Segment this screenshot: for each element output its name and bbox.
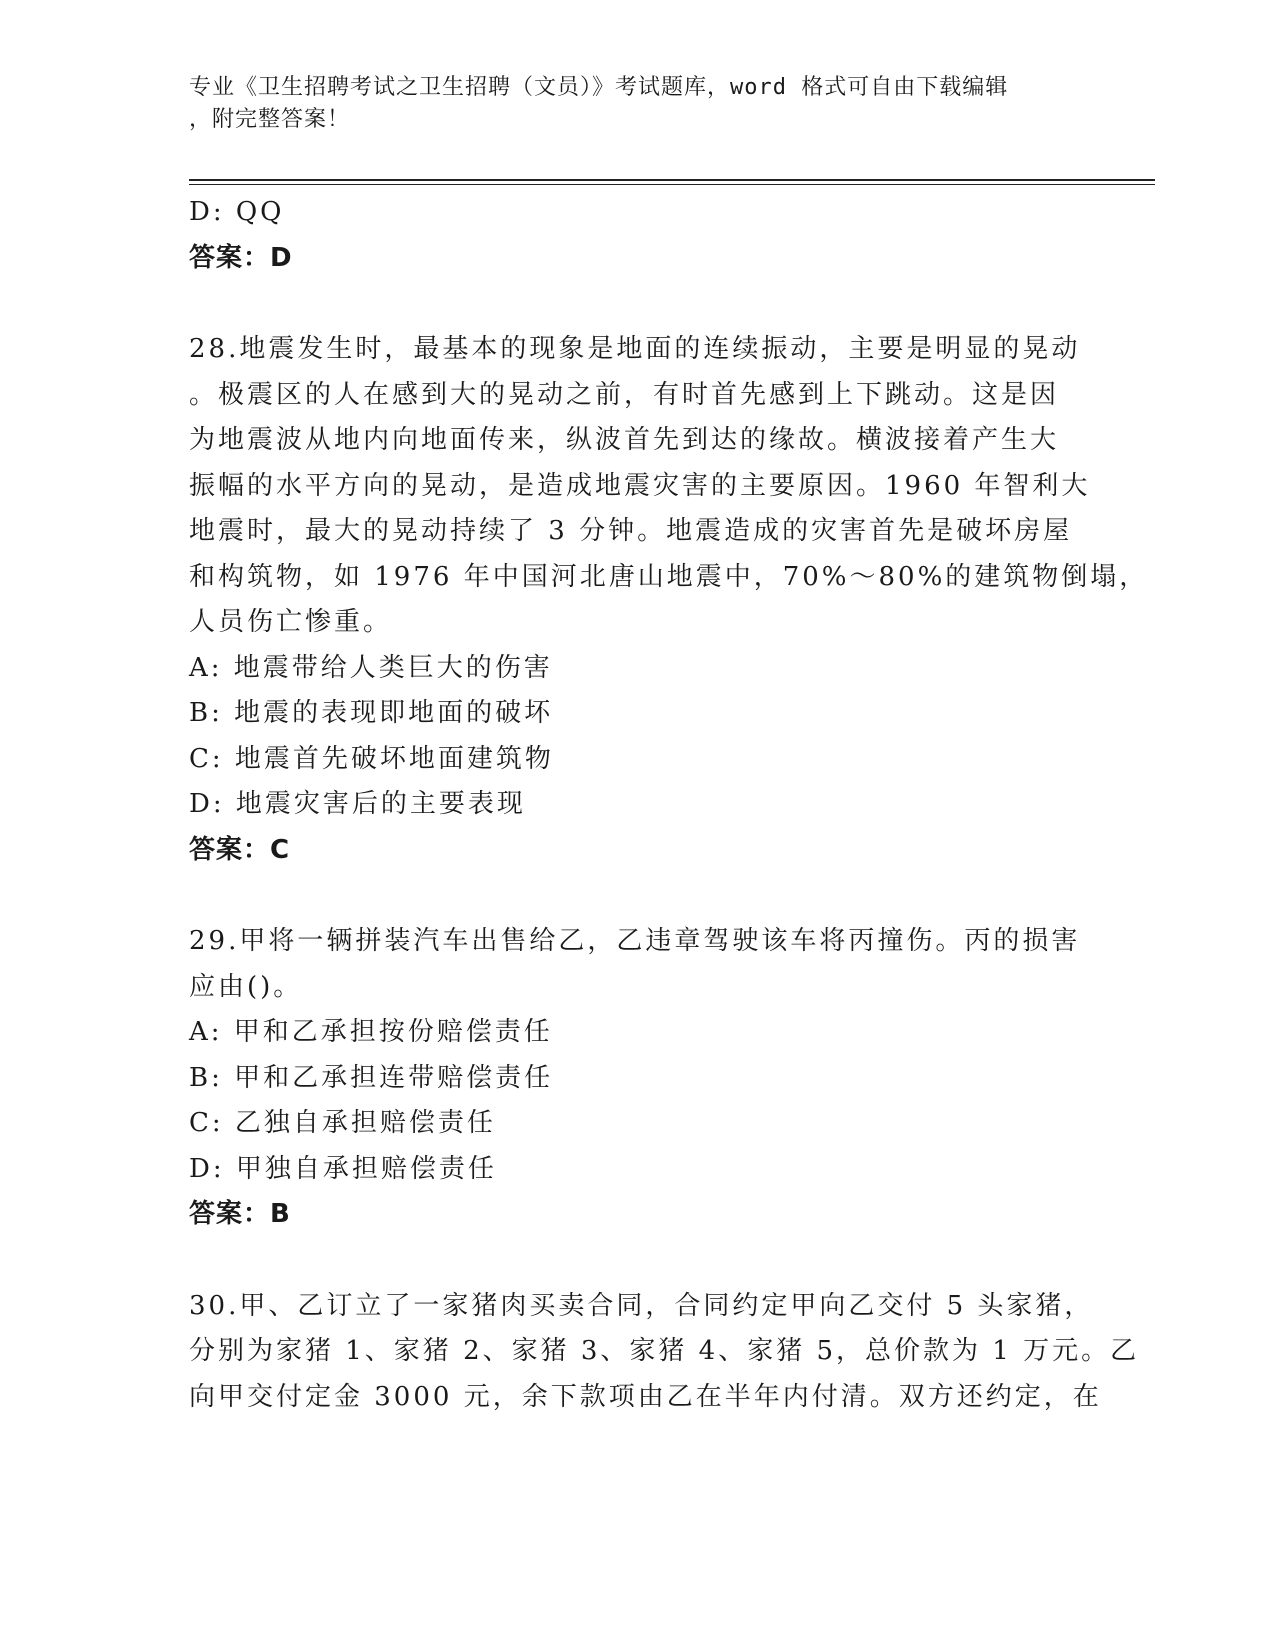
document-body xyxy=(189,190,1149,1420)
question-text-line: 地震时，最大的晃动持续了 3 分钟。地震造成的灾害首先是破坏房屋 xyxy=(189,516,1073,546)
answer: 答案：B xyxy=(189,1199,291,1229)
header-line-1: 专业《卫生招聘考试之卫生招聘（文员）》考试题库，word 格式可自由下载编辑 xyxy=(189,75,1009,100)
question-text-line: 30.甲、乙订立了一家猪肉买卖合同，合同约定甲向乙交付 5 头家猪， xyxy=(189,1290,1094,1321)
header-line-2: ，附完整答案！ xyxy=(189,107,351,132)
option-a: A: 地震带给人类巨大的伤害 xyxy=(189,652,553,683)
option-c: C: 乙独自承担赔偿责任 xyxy=(189,1108,496,1138)
option-b: B: 地震的表现即地面的破坏 xyxy=(189,698,554,728)
question-text-line: 和构筑物，如 1976 年中国河北唐山地震中，70%～80%的建筑物倒塌， xyxy=(189,561,1149,592)
header-rule-thick xyxy=(189,179,1155,181)
spacer xyxy=(189,873,1089,919)
header-rule-thin xyxy=(189,184,1155,185)
option-c: C: 地震首先破坏地面建筑物 xyxy=(189,743,554,774)
question-29 xyxy=(189,919,1089,1238)
spacer xyxy=(189,281,1089,327)
option-a: A: 甲和乙承担按份赔偿责任 xyxy=(189,1017,553,1047)
question-text-line: 应由()。 xyxy=(189,971,303,1002)
question-text-line: 29.甲将一辆拼装汽车出售给乙，乙违章驾驶该车将丙撞伤。丙的损害 xyxy=(189,926,1081,956)
option-b: B: 甲和乙承担连带赔偿责任 xyxy=(189,1062,554,1093)
question-30 xyxy=(189,1284,1140,1421)
question-text-line: 分别为家猪 1、家猪 2、家猪 3、家猪 4、家猪 5，总价款为 1 万元。乙 xyxy=(189,1336,1140,1366)
spacer xyxy=(189,1238,1089,1284)
option-d: D: 甲独自承担赔偿责任 xyxy=(189,1153,497,1184)
question-text-line: 人员伤亡惨重。 xyxy=(189,607,393,637)
answer: 答案：C xyxy=(189,834,291,865)
question-text-line: 28.地震发生时，最基本的现象是地面的连续振动，主要是明显的晃动 xyxy=(189,334,1081,364)
option-d: D: 地震灾害后的主要表现 xyxy=(189,789,526,819)
question-text-line: 。极震区的人在感到大的晃动之前，有时首先感到上下跳动。这是因 xyxy=(189,379,1060,410)
question-text-line: 为地震波从地内向地面传来，纵波首先到达的缘故。横波接着产生大 xyxy=(189,425,1060,455)
question-text-line: 振幅的水平方向的晃动，是造成地震灾害的主要原因。1960 年智利大 xyxy=(189,470,1091,501)
prev-option-d: D: QQ xyxy=(189,197,285,227)
document-header xyxy=(189,72,1089,136)
question-text-line: 向甲交付定金 3000 元，余下款项由乙在半年内付清。双方还约定，在 xyxy=(189,1381,1102,1412)
question-28 xyxy=(189,327,1149,873)
prev-answer: 答案：D xyxy=(189,242,293,273)
